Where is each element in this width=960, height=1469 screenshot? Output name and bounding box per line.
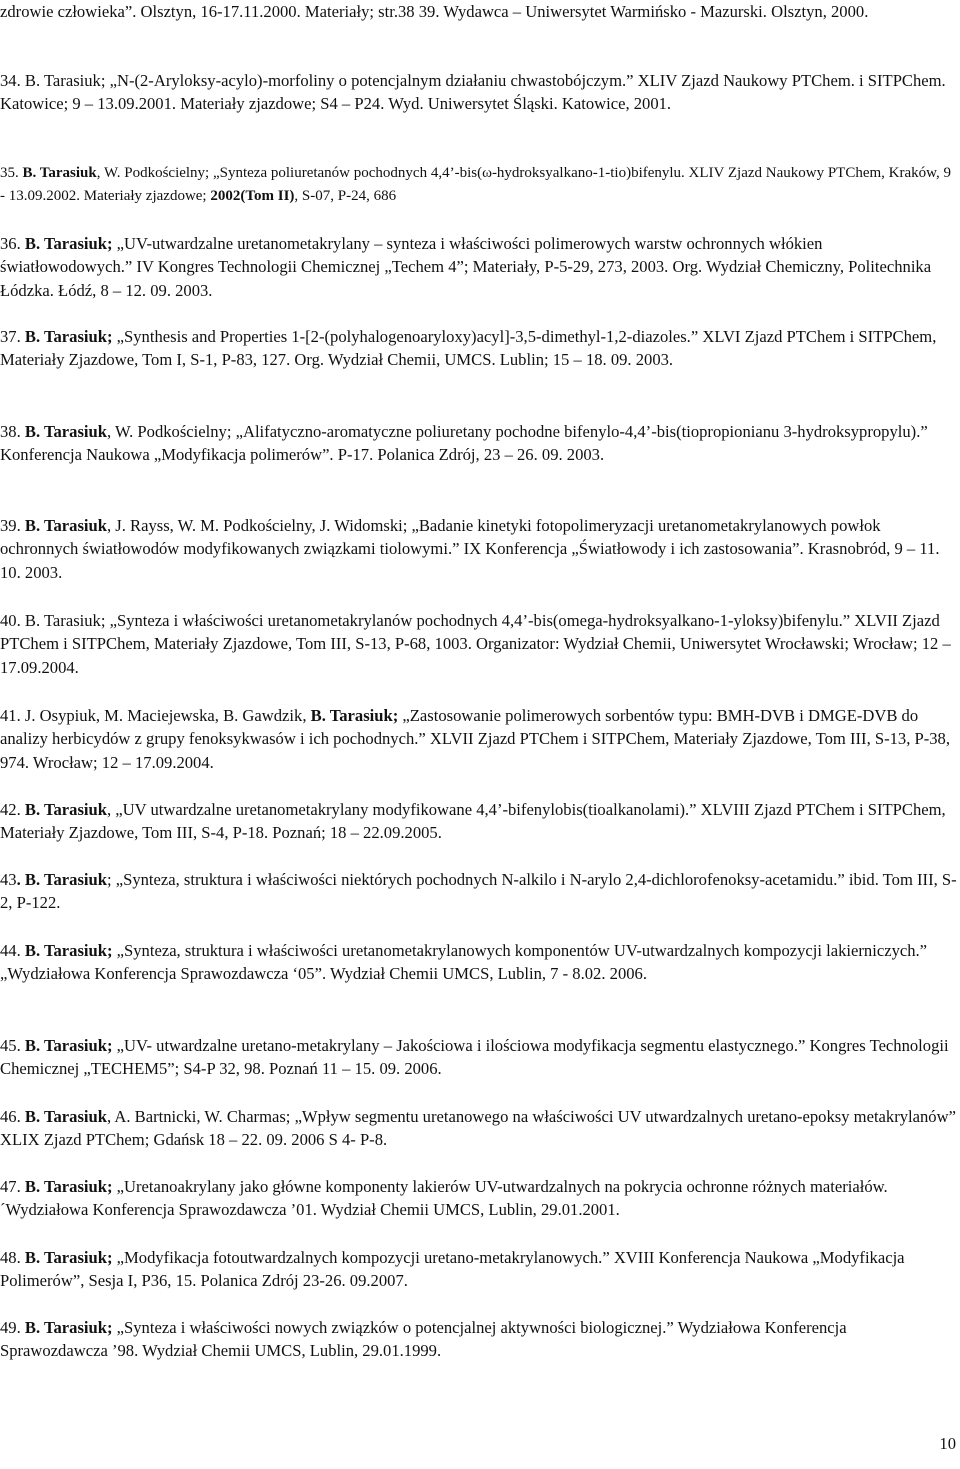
author-bold: B. Tarasiuk; <box>24 1177 113 1196</box>
entry-text: 34. B. Tarasiuk; „N-(2-Aryloksy-acylo)-morfoliny o potencjalnym działaniu chwastobójczym.” XLIV Zjazd Naukowy PTChem. i SITPChem. Katowice; 9 – 13.09.2001. Materiały zjazdowe; S4 – P24. Wyd. Uniwersytet Śląski. Katowice, 2001. <box>0 71 946 114</box>
entry-43 <box>0 868 958 915</box>
entry-text: 39. <box>0 516 25 535</box>
author-bold: B. Tarasiuk; <box>310 706 399 725</box>
author-bold: B. Tarasiuk; <box>24 1036 113 1055</box>
author-bold: . B. Tarasiuk <box>16 870 107 889</box>
entry-35 <box>0 162 958 209</box>
entry-text: 40. B. Tarasiuk; „Synteza i właściwości uretanometakrylanów pochodnych 4,4’-bis(omega-hydroksyalkano-1-yloksy)bifenylu.” XLVII Zjazd PTChem i SITPChem, Materiały Zjazdowe, Tom III, S-13, P-68, 1003. Organizator: Wydział Chemii, Uniwersytet Wrocławski; Wrocław; 12 – 17.09.2004. <box>0 611 951 677</box>
entry-text: 37. <box>0 327 25 346</box>
author-bold: B. Tarasiuk <box>24 516 107 535</box>
entry-42 <box>0 798 958 845</box>
entry-text: „Synthesis and Properties 1-[2-(polyhalogenoaryloxy)acyl]-3,5-dimethyl-1,2-diazoles.” XLVI Zjazd PTChem i SITPChem, Materiały Zjazdowe, Tom I, S-1, P-83, 127. Org. Wydział Chemii, UMCS. Lublin; 15 – 18. 09. 2003. <box>0 327 937 370</box>
author-bold: B. Tarasiuk; <box>24 1248 113 1267</box>
entry-continuation <box>0 0 958 23</box>
entry-44 <box>0 939 958 986</box>
entry-text: , J. Rayss, W. M. Podkościelny, J. Widomski; „Badanie kinetyki fotopolimeryzacji uretanometakrylanowych powłok ochronnych światłowodów modyfikowanych związkami tiolowymi.” IX Konferencja „Światłowody i ich zastosowania”. Krasnobród, 9 – 11. 10. 2003. <box>0 516 940 582</box>
entry-48 <box>0 1246 958 1293</box>
author-bold: B. Tarasiuk <box>24 1107 107 1126</box>
entry-47 <box>0 1175 958 1222</box>
entry-text: „Synteza, struktura i właściwości uretanometakrylanowych komponentów UV-utwardzalnych kompozycji lakierniczych.” „Wydziałowa Konferencja Sprawozdawcza ‘05”. Wydział Chemii UMCS, Lublin, 7 - 8.02. 2006. <box>0 941 928 984</box>
entry-49 <box>0 1316 958 1363</box>
entry-text: 49. <box>0 1318 25 1337</box>
entry-text: „Synteza i właściwości nowych związków o potencjalnej aktywności biologicznej.” Wydziałowa Konferencja Sprawozdawcza ’98. Wydział Chemii UMCS, Lublin, 29.01.1999. <box>0 1318 847 1361</box>
entry-text: 43 <box>0 870 17 889</box>
entry-38 <box>0 420 958 467</box>
author-bold: B. Tarasiuk; <box>24 941 113 960</box>
entry-text: 44. <box>0 941 25 960</box>
entry-text: „UV- utwardzalne uretano-metakrylany – Jakościowa i ilościowa modyfikacja segmentu elastycznego.” Kongres Technologii Chemicznej „TECHEM5”; S4-P 32, 98. Poznań 11 – 15. 09. 2006. <box>0 1036 949 1079</box>
entry-text: 36. <box>0 234 25 253</box>
author-bold: B. Tarasiuk <box>22 165 97 181</box>
entry-text: , „UV utwardzalne uretanometakrylany modyfikowane 4,4’-bifenylobis(tioalkanolami).” XLVIII Zjazd PTChem i SITPChem, Materiały Zjazdowe, Tom III, S-4, P-18. Poznań; 18 – 22.09.2005. <box>0 800 946 843</box>
entry-text: „Zastosowanie polimerowych sorbentów typu: BMH-DVB i DMGE-DVB do analizy herbicydów z grupy fenoksykwasów i ich pochodnych.” XLVII Zjazd PTChem i SITPChem, Materiały Zjazdowe, Tom III, S-13, P-38, 974. Wrocław; 12 – 17.09.2004. <box>0 706 951 772</box>
entry-text: , W. Podkościelny; „Alifatyczno-aromatyczne poliuretany pochodne bifenylo-4,4’-bis(tiopropionianu 3-hydroksypropylu).” Konferencja Naukowa „Modyfikacja polimerów”. P-17. Polanica Zdrój, 23 – 26. 09. 2003. <box>0 422 928 465</box>
entry-text: 41. J. Osypiuk, M. Maciejewska, B. Gawdzik, <box>0 706 311 725</box>
entry-40 <box>0 609 958 679</box>
entry-text: 35. <box>0 165 23 181</box>
entry-41 <box>0 704 958 774</box>
entry-text: 45. <box>0 1036 25 1055</box>
entry-text: „UV-utwardzalne uretanometakrylany – synteza i właściwości polimerowych warstw ochronnych włókien światłowodowych.” IV Kongres Technologii Chemicznej „Techem 4”; Materiały, P-5-29, 273, 2003. Org. Wydział Chemiczny, Politechnika Łódzka. Łódź, 8 – 12. 09. 2003. <box>0 234 932 300</box>
entry-text: 47. <box>0 1177 25 1196</box>
entry-45 <box>0 1034 958 1081</box>
entry-text: 38. <box>0 422 25 441</box>
entry-37 <box>0 325 958 372</box>
entry-text: zdrowie człowieka”. Olsztyn, 16-17.11.2000. Materiały; str.38 39. Wydawca – Uniwersytet Warmińsko - Mazurski. Olsztyn, 2000. <box>0 2 869 21</box>
entry-text: , A. Bartnicki, W. Charmas; „Wpływ segmentu uretanowego na właściwości UV utwardzalnych uretano-epoksy metakrylanów” XLIX Zjazd PTChem; Gdańsk 18 – 22. 09. 2006 S 4- P-8. <box>0 1107 956 1150</box>
entry-36 <box>0 232 958 302</box>
author-bold: B. Tarasiuk; <box>24 234 113 253</box>
entry-46 <box>0 1105 958 1152</box>
entry-text: 46. <box>0 1107 25 1126</box>
page-number: 10 <box>939 1434 956 1453</box>
author-bold: B. Tarasiuk; <box>24 1318 113 1337</box>
entry-text: 48. <box>0 1248 25 1267</box>
entry-text: 42. <box>0 800 25 819</box>
author-bold: B. Tarasiuk <box>24 800 107 819</box>
entry-text: , W. Podkościelny; „Synteza poliuretanów pochodnych 4,4’-bis(ω-hydroksyalkano-1-tio)bifenylu. XLIV Zjazd Naukowy PTChem, Kraków, 9 - 13.09.2002. Materiały zjazdowe; <box>0 165 952 205</box>
author-bold: B. Tarasiuk <box>24 422 107 441</box>
author-bold: B. Tarasiuk; <box>24 327 113 346</box>
entry-text: ; „Synteza, struktura i właściwości niektórych pochodnych N-alkilo i N-arylo 2,4-dichlorofenoksy-acetamidu.” ibid. Tom III, S-2, P-122. <box>0 870 957 913</box>
entry-text: „Uretanoakrylany jako główne komponenty lakierów UV-utwardzalnych na pokrycia ochronne różnych materiałów.´Wydziałowa Konferencja Sprawozdawcza ’01. Wydział Chemii UMCS, Lublin, 29.01.2001. <box>0 1177 888 1220</box>
entry-39 <box>0 514 958 584</box>
entry-34 <box>0 69 958 116</box>
entry-text: „Modyfikacja fotoutwardzalnych kompozycji uretano-metakrylanowych.” XVIII Konferencja Naukowa „Modyfikacja Polimerów”, Sesja I, P36, 15. Polanica Zdrój 23-26. 09.2007. <box>0 1248 905 1291</box>
entry-text: , S-07, P-24, 686 <box>294 188 397 205</box>
author-bold: 2002(Tom II) <box>210 188 295 205</box>
